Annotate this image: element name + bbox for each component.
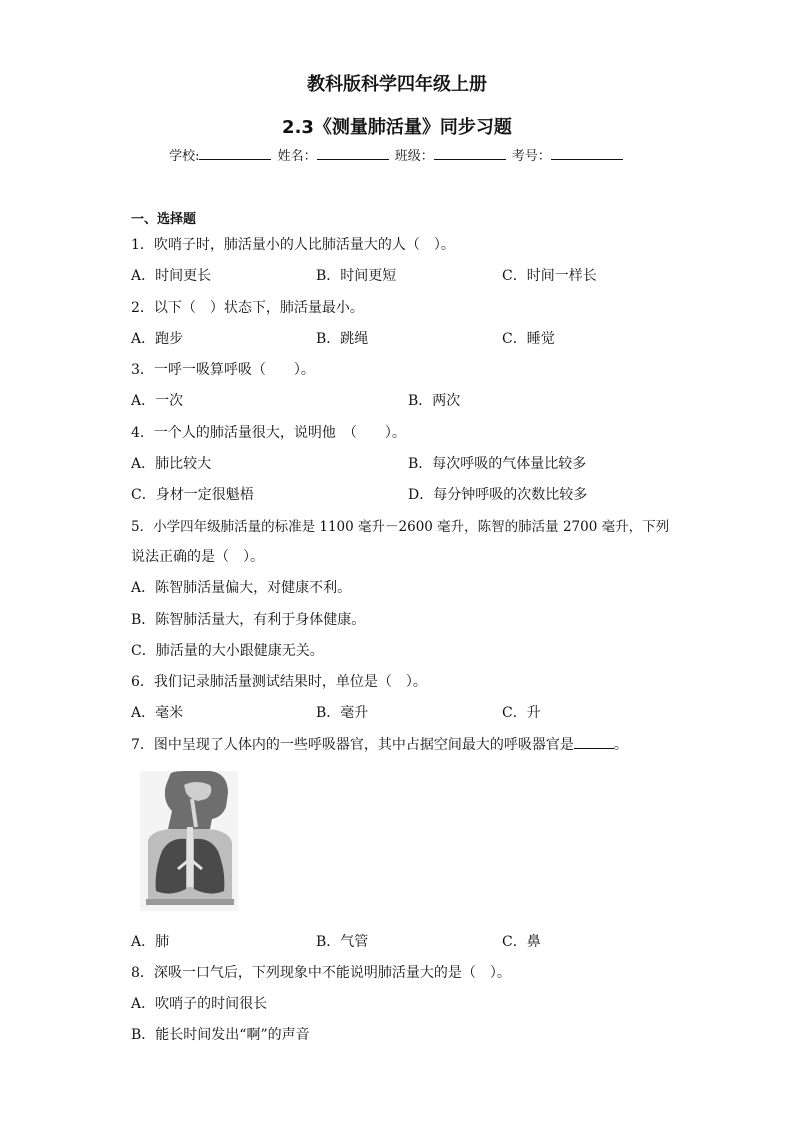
student-info-row <box>0 145 794 164</box>
exam-number-label: 考号： <box>511 149 551 164</box>
question-4-option-c: C．身材一定很魁梧 <box>131 487 254 503</box>
question-2-option-a: A．跑步 <box>131 331 184 347</box>
question-4-option-a: A．肺比较大 <box>131 456 212 472</box>
question-5-option-c: C．肺活量的大小跟健康无关。 <box>131 643 324 659</box>
question-5-option-a: A．陈智肺活量偏大，对健康不利。 <box>131 580 352 596</box>
question-7-option-a: A．肺 <box>131 934 170 950</box>
question-8-option-b: B．能长时间发出“啊”的声音 <box>131 1027 310 1043</box>
school-blank[interactable] <box>199 147 271 160</box>
question-1-option-b: B．时间更短 <box>316 268 397 284</box>
question-8-stem: 8．深吸一口气后，下列现象中不能说明肺活量大的是（ ）。 <box>131 965 511 981</box>
question-1-stem: 1．吹哨子时，肺活量小的人比肺活量大的人（ ）。 <box>131 237 455 253</box>
name-label: 姓名： <box>277 149 317 164</box>
question-7-option-b: B．气管 <box>316 934 369 950</box>
question-5-stem-line-2: 说法正确的是（ ）。 <box>131 549 264 565</box>
class-blank[interactable] <box>434 147 506 160</box>
question-5-stem-line-1: 5．小学四年级肺活量的标准是 1100 毫升－2600 毫升，陈智的肺活量 2700 毫升，下列 <box>131 519 670 535</box>
question-3-option-a: A．一次 <box>131 393 184 409</box>
question-1-option-c: C．时间一样长 <box>502 268 597 284</box>
respiratory-system-illustration <box>140 771 238 911</box>
question-6-stem: 6．我们记录肺活量测试结果时，单位是（ ）。 <box>131 674 427 690</box>
question-4-option-d: D．每分钟呼吸的次数比较多 <box>408 487 588 503</box>
section-heading: 一、选择题 <box>131 212 197 227</box>
class-label: 班级： <box>394 149 434 164</box>
question-2-option-b: B．跳绳 <box>316 331 369 347</box>
question-5-option-b: B．陈智肺活量大，有利于身体健康。 <box>131 612 366 628</box>
question-6-option-b: B．毫升 <box>316 705 369 721</box>
page-subtitle: 2.3《测量肺活量》同步习题 <box>282 117 512 138</box>
question-6-option-c: C．升 <box>502 705 541 721</box>
question-3-stem: 3．一呼一吸算呼吸（ ）。 <box>131 362 315 378</box>
question-4-stem: 4．一个人的肺活量很大，说明他 （ ）。 <box>131 425 406 441</box>
question-7-stem-text: 7．图中呈现了人体内的一些呼吸器官，其中占据空间最大的呼吸器官是 <box>131 737 574 753</box>
question-7-option-c: C．鼻 <box>502 934 541 950</box>
question-2-option-c: C．睡觉 <box>502 331 555 347</box>
question-4-option-b: B．每次呼吸的气体量比较多 <box>408 456 587 472</box>
question-6-option-a: A．毫米 <box>131 705 184 721</box>
question-2-stem: 2．以下（ ）状态下，肺活量最小。 <box>131 300 364 316</box>
question-3-option-b: B．两次 <box>408 393 461 409</box>
name-blank[interactable] <box>317 147 389 160</box>
question-7-answer-blank[interactable] <box>574 735 614 749</box>
question-1-option-a: A．时间更长 <box>131 268 212 284</box>
question-7-stem-end: 。 <box>613 737 628 753</box>
question-7-stem <box>131 734 628 754</box>
exam-number-blank[interactable] <box>551 147 623 160</box>
question-8-option-a: A．吹哨子的时间很长 <box>131 996 268 1012</box>
school-label: 学校: <box>169 149 200 164</box>
page-title: 教科版科学四年级上册 <box>307 74 487 95</box>
